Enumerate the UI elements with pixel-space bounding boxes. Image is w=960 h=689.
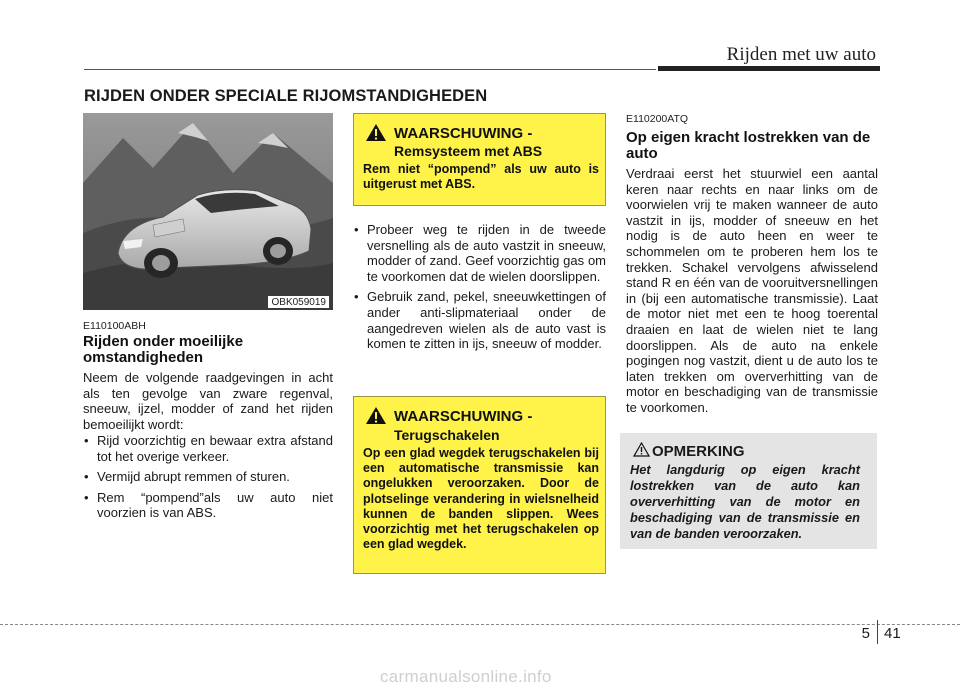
- left-intro: Neem de volgende raadgevingen in acht als ten gevolge van zware regenval, sneeuw, ijzel, modder of zand het rijden bemoeilijkt wordt:: [83, 370, 333, 432]
- right-paragraph: Verdraai eerst het stuurwiel een aantal keren naar rechts en naar links om de voorwielen vrij te maken wanneer de auto vastzit in ijs, modder of sneeuw en het nodig is de auto heen en weer te schommelen om te proberen hem los te trekken. Schakel vervolgens afwisselend stand R en één van de vooruitversnellingen in (bij een automatische transmissie). Laat de motor niet met een te hoog toerental draaien en laat de wielen niet te lang doorslippen. Als de auto na enkele pogingen nog vastzit, dient u de auto los te laten trekken om oververhitting van de motor en beschadiging van de transmissie te voorkomen.: [626, 166, 878, 415]
- warning-triangle-icon: [365, 123, 387, 142]
- note-box: [620, 433, 877, 549]
- car-photo: [83, 113, 333, 310]
- chapter-title: Rijden met uw auto: [726, 44, 876, 65]
- list-item: • Probeer weg te rijden in de tweede versnelling als de auto vastzit in sneeuw, modder of zand. Geef voorzichtig gas om te voorkomen dat de wielen doorslippen.: [353, 222, 606, 284]
- page-number: 41: [884, 625, 901, 642]
- section-title: RIJDEN ONDER SPECIALE RIJOMSTANDIGHEDEN: [84, 87, 488, 105]
- car-illustration: [83, 113, 333, 310]
- list-item: • Gebruik zand, pekel, sneeuwkettingen of ander anti-slipmateriaal onder de aangedreven wielen als de auto vast is komen te zitten in ijs, sneeuw of modder.: [353, 289, 606, 351]
- warning-body: Rem niet “pompend” als uw auto is uitgerust met ABS.: [363, 162, 599, 192]
- warning-subtitle: Remsysteem met ABS: [394, 143, 543, 159]
- list-item: • Rem “pompend”als uw auto niet voorzien is van ABS.: [83, 490, 333, 521]
- middle-bullet-list: [353, 222, 606, 357]
- left-bullet-list: [83, 433, 333, 526]
- header-bar: [658, 66, 880, 71]
- warning-box-abs: [353, 113, 606, 206]
- section-code: E110100ABH: [83, 320, 146, 332]
- watermark[interactable]: carmanualsonline.info: [380, 667, 552, 686]
- caution-triangle-icon: [633, 442, 650, 457]
- header-rule: [84, 69, 656, 70]
- note-body: Het langdurig op eigen kracht lostrekken van de auto kan oververhitting van de motor en beschadiging van de transmissie en van de banden veroorzaken.: [630, 462, 860, 541]
- footer-rule: [0, 624, 960, 625]
- list-item: • Rijd voorzichtig en bewaar extra afstand tot het overige verkeer.: [83, 433, 333, 464]
- list-item: • Vermijd abrupt remmen of sturen.: [83, 469, 333, 485]
- warning-subtitle: Terugschakelen: [394, 427, 500, 443]
- image-code: OBK059019: [268, 296, 330, 308]
- section-number: 5: [861, 625, 870, 642]
- warning-title: WAARSCHUWING -: [394, 125, 533, 142]
- note-title: OPMERKING: [652, 443, 745, 460]
- right-heading: Op eigen kracht lostrekken van de auto: [626, 129, 871, 162]
- warning-body: Op een glad wegdek terugschakelen bij een automatische transmissie kan ongelukken veroorzaken. Door de plotselinge verandering in wielsnelheid kunnen de banden slippen. Wees voorzichtig met het terugschakelen op een glad wegdek.: [363, 446, 599, 552]
- section-code: E110200ATQ: [626, 113, 689, 125]
- warning-box-reverse: [353, 396, 606, 574]
- warning-triangle-icon: [365, 406, 387, 425]
- warning-title: WAARSCHUWING -: [394, 408, 533, 425]
- left-heading: Rijden onder moeilijke omstandigheden: [83, 333, 244, 366]
- page-number-divider: [877, 620, 878, 644]
